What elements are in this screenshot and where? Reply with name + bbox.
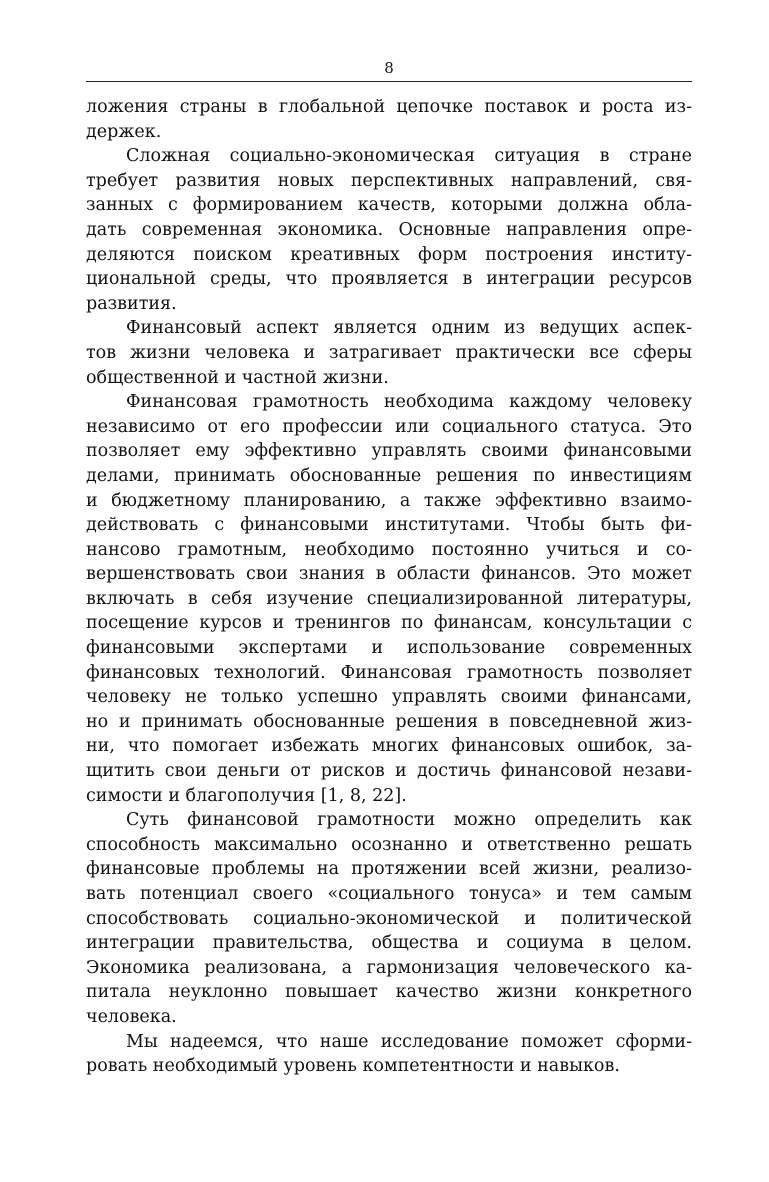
text-line: посещение курсов и тренингов по финансам, консультации с	[86, 613, 692, 634]
text-line: способствовать социально-экономической и политической	[86, 908, 692, 929]
text-line: финансовые проблемы на протяжении всей жизни, реализо-	[86, 859, 692, 880]
text-line: человеку не только успешно управлять своими финансами,	[86, 687, 692, 708]
text-line: занных с формированием качеств, которыми должна обла-	[86, 195, 692, 216]
text-line: человека.	[86, 1006, 177, 1027]
paragraph	[86, 316, 692, 390]
text-line: деляются поиском креативных форм построения институ-	[86, 244, 692, 265]
paragraph	[86, 1030, 692, 1079]
text-line: дать современная экономика. Основные направления опре-	[86, 219, 692, 240]
page-number: 8	[384, 59, 394, 77]
body-text	[86, 95, 692, 1079]
text-line: симости и благополучия [1, 8, 22].	[86, 785, 407, 806]
text-line: финансовых технологий. Финансовая грамотность позволяет	[86, 662, 692, 683]
text-line: делами, принимать обоснованные решения по инвестициям	[86, 465, 692, 486]
text-line: тов жизни человека и затрагивает практически все сферы	[86, 342, 692, 363]
text-line: независимо от его профессии или социального статуса. Это	[86, 416, 692, 437]
text-line: Мы надеемся, что наше исследование поможет сформи-	[126, 1031, 692, 1052]
text-line: вершенствовать свои знания в области финансов. Это может	[86, 564, 692, 585]
header-rule	[86, 81, 692, 82]
paragraph	[86, 390, 692, 808]
text-line: Суть финансовой грамотности можно определить как	[126, 810, 692, 831]
text-line: позволяет ему эффективно управлять своими финансовыми	[86, 441, 692, 462]
text-line: вать потенциал своего «социального тонуса» и тем самым	[86, 884, 692, 904]
text-line: Экономика реализована, а гармонизация человеческого ка-	[86, 957, 692, 978]
book-page	[86, 0, 692, 1182]
paragraph	[86, 144, 692, 316]
text-line: Финансовый аспект является одним из ведущих аспек-	[126, 318, 692, 339]
text-line: ни, что помогает избежать многих финансовых ошибок, за-	[86, 736, 692, 757]
text-line: нансово грамотным, необходимо постоянно учиться и со-	[86, 539, 692, 560]
text-line: общественной и частной жизни.	[86, 367, 389, 388]
text-line: действовать с финансовыми институтами. Чтобы быть фи-	[86, 515, 692, 536]
paragraph	[86, 95, 692, 144]
text-line: способность максимально осознанно и ответственно решать	[86, 834, 692, 855]
text-line: интеграции правительства, общества и социума в целом.	[86, 933, 692, 954]
text-line: требует развития новых перспективных направлений, свя-	[86, 170, 692, 191]
text-line: ложения страны в глобальной цепочке поставок и роста из-	[86, 97, 692, 117]
text-line: питала неуклонно повышает качество жизни конкретного	[86, 982, 692, 1003]
text-line: Финансовая грамотность необходима каждому человеку	[126, 392, 692, 413]
text-line: развития.	[86, 293, 177, 314]
text-line: циональной среды, что проявляется в интеграции ресурсов	[86, 269, 692, 290]
text-line: ровать необходимый уровень компетентности и навыков.	[86, 1056, 620, 1077]
text-line: и бюджетному планированию, а также эффективно взаимо-	[86, 490, 692, 511]
text-line: держек.	[86, 121, 162, 142]
paragraph	[86, 808, 692, 1029]
text-line: Сложная социально-экономическая ситуация в стране	[126, 146, 692, 167]
text-line: но и принимать обоснованные решения в повседневной жиз-	[86, 711, 692, 732]
text-line: щитить свои деньги от рисков и достичь финансовой незави-	[86, 761, 692, 782]
text-line: включать в себя изучение специализированной литературы,	[86, 588, 692, 609]
text-line: финансовыми экспертами и использование современных	[86, 638, 692, 659]
